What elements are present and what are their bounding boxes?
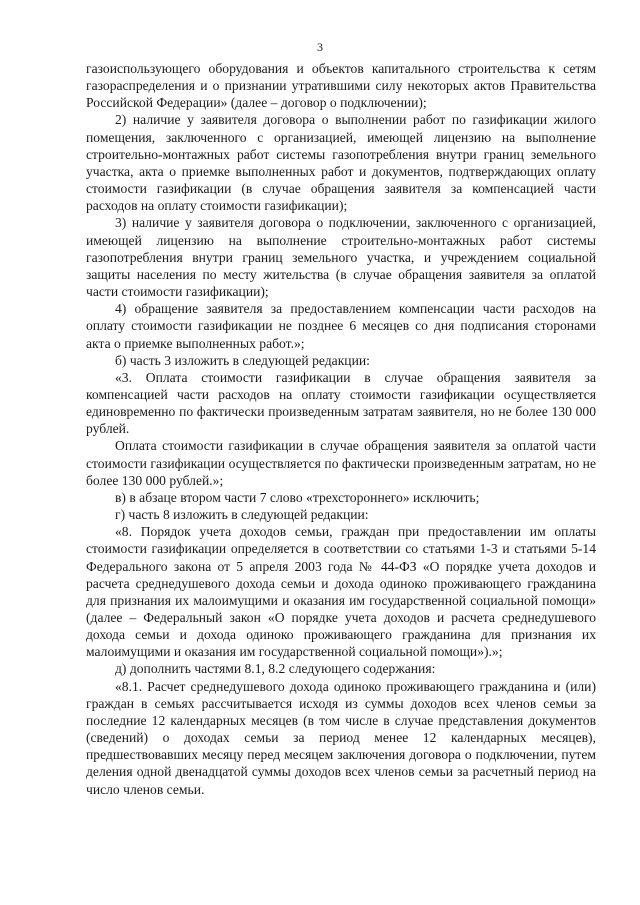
paragraph: в) в абзаце втором части 7 слово «трехстороннего» исключить; xyxy=(115,489,480,505)
paragraph: «8.1. Расчет среднедушевого дохода одиноко проживающего гражданина и (или) граждан в семьях рассчитывается исходя из суммы доходов всех членов семьи за последние 12 календарных месяцев (в том числе в случае представления документов (сведений) о доходах семьи за период менее 12 календарных месяцев), предшествовавших месяцу перед месяцем заключения договора о подключении, путем деления одной двенадцатой суммы доходов всех членов семьи за расчетный период на число членов семьи. xyxy=(86,678,596,797)
document-body xyxy=(86,60,596,798)
page-number: 3 xyxy=(317,40,323,54)
paragraph: «3. Оплата стоимости газификации в случае обращения заявителя за компенсацией части расходов на оплату стоимости газификации осуществляется единовременно по фактически произведенным затратам заявителя, но не более 130 000 рублей. xyxy=(86,369,596,437)
paragraph: 4) обращение заявителя за предоставлением компенсации части расходов на оплату стоимости газификации не позднее 6 месяцев со дня подписания сторонами акта о приемке выполненных работ.»; xyxy=(86,301,596,351)
paragraph: Оплата стоимости газификации в случае обращения заявителя за оплатой части стоимости газификации осуществляется по фактически произведенным затратам, но не более 130 000 рублей.»; xyxy=(86,438,596,488)
paragraph: 2) наличие у заявителя договора о выполнении работ по газификации жилого помещения, заключенного с организацией, имеющей лицензию на выполнение строительно-монтажных работ системы газопотребления внутри границ земельного участка, акта о приемке выполненных работ и документов, подтверждающих оплату стоимости газификации (в случае обращения заявителя за компенсацией части расходов на оплату стоимости газификации); xyxy=(86,112,596,214)
paragraph: г) часть 8 изложить в следующей редакции: xyxy=(115,507,369,523)
paragraph: д) дополнить частями 8.1, 8.2 следующего содержания: xyxy=(115,661,436,677)
paragraph: газоиспользующего оборудования и объектов капитального строительства к сетям газораспределения и о признании утратившими силу некоторых актов Правительства Российской Федерации» (далее – договор о подключении); xyxy=(86,61,596,111)
paragraph: 3) наличие у заявителя договора о подключении, заключенного с организацией, имеющей лицензию на выполнение строительно-монтажных работ системы газопотребления внутри границ земельного участка, и учреждением социальной защиты населения по месту жительства (в случае обращения заявителя за оплатой части стоимости газификации); xyxy=(86,215,596,300)
paragraph: «8. Порядок учета доходов семьи, граждан при предоставлении им оплаты стоимости газификации определяется в соответствии со статьями 1-3 и статьями 5-14 Федерального закона от 5 апреля 2003 года № 44-ФЗ «О порядке учета доходов и расчета среднедушевого дохода семьи и дохода одиноко проживающего гражданина для признания их малоимущими и оказания им государственной социальной помощи» (далее – Федеральный закон «О порядке учета доходов и расчета среднедушевого дохода семьи и дохода одиноко проживающего гражданина для признания их малоимущими и оказания им государственной социальной помощи»).»; xyxy=(86,524,596,660)
paragraph: б) часть 3 изложить в следующей редакции: xyxy=(115,352,370,368)
